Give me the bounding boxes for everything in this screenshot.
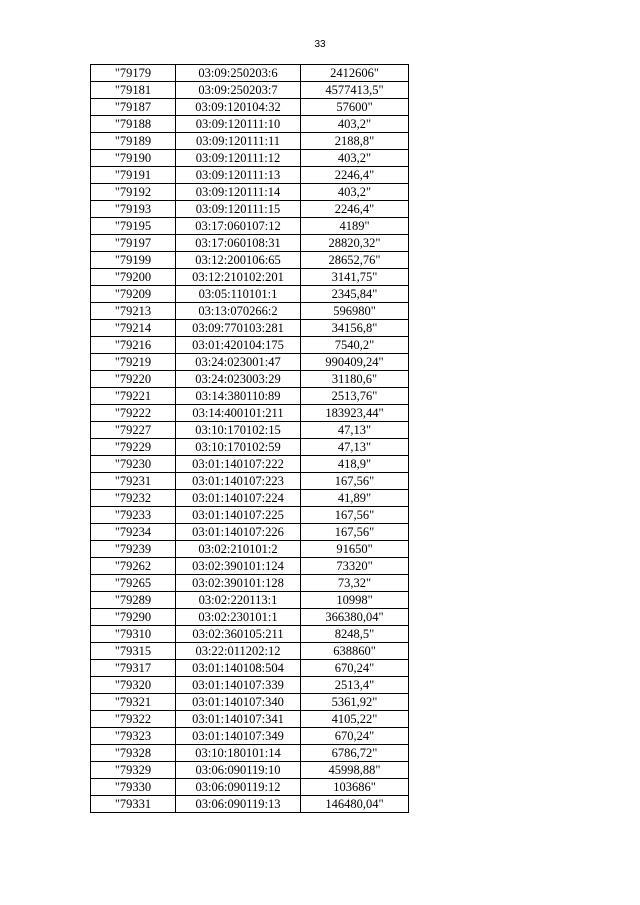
record-id-cell: "79213 [91, 303, 176, 320]
table-row [91, 609, 409, 626]
registry-table-body [91, 65, 409, 813]
table-row [91, 337, 409, 354]
value-cell: 47,13" [301, 422, 409, 439]
page-number: 33 [314, 39, 326, 50]
table-row [91, 439, 409, 456]
record-id-cell: "79229 [91, 439, 176, 456]
table-row [91, 116, 409, 133]
table-row [91, 371, 409, 388]
cadastral-number-cell: 03:02:220113:1 [176, 592, 301, 609]
record-id-cell: "79200 [91, 269, 176, 286]
value-cell: 34156,8" [301, 320, 409, 337]
table-row [91, 167, 409, 184]
record-id-cell: "79323 [91, 728, 176, 745]
cadastral-number-cell: 03:01:140108:504 [176, 660, 301, 677]
cadastral-number-cell: 03:10:170102:59 [176, 439, 301, 456]
record-id-cell: "79232 [91, 490, 176, 507]
cadastral-number-cell: 03:09:120111:12 [176, 150, 301, 167]
value-cell: 2188,8" [301, 133, 409, 150]
table-row [91, 65, 409, 82]
value-cell: 41,89" [301, 490, 409, 507]
record-id-cell: "79265 [91, 575, 176, 592]
value-cell: 47,13" [301, 439, 409, 456]
table-row [91, 320, 409, 337]
cadastral-number-cell: 03:01:140107:340 [176, 694, 301, 711]
table-row [91, 796, 409, 813]
record-id-cell: "79199 [91, 252, 176, 269]
table-row [91, 201, 409, 218]
cadastral-number-cell: 03:01:140107:224 [176, 490, 301, 507]
cadastral-number-cell: 03:22:011202:12 [176, 643, 301, 660]
table-row [91, 694, 409, 711]
record-id-cell: "79321 [91, 694, 176, 711]
cadastral-number-cell: 03:01:140107:225 [176, 507, 301, 524]
record-id-cell: "79315 [91, 643, 176, 660]
cadastral-number-cell: 03:06:090119:13 [176, 796, 301, 813]
value-cell: 2513,76" [301, 388, 409, 405]
cadastral-number-cell: 03:05:110101:1 [176, 286, 301, 303]
record-id-cell: "79234 [91, 524, 176, 541]
record-id-cell: "79290 [91, 609, 176, 626]
record-id-cell: "79214 [91, 320, 176, 337]
record-id-cell: "79330 [91, 779, 176, 796]
cadastral-number-cell: 03:09:250203:7 [176, 82, 301, 99]
value-cell: 366380,04" [301, 609, 409, 626]
cadastral-number-cell: 03:01:140107:339 [176, 677, 301, 694]
table-row [91, 592, 409, 609]
table-row [91, 677, 409, 694]
record-id-cell: "79331 [91, 796, 176, 813]
table-row [91, 643, 409, 660]
value-cell: 45998,88" [301, 762, 409, 779]
record-id-cell: "79320 [91, 677, 176, 694]
value-cell: 4105,22" [301, 711, 409, 728]
cadastral-number-cell: 03:09:120111:11 [176, 133, 301, 150]
record-id-cell: "79322 [91, 711, 176, 728]
table-row [91, 507, 409, 524]
value-cell: 3141,75" [301, 269, 409, 286]
record-id-cell: "79239 [91, 541, 176, 558]
value-cell: 167,56" [301, 473, 409, 490]
table-row [91, 405, 409, 422]
cadastral-number-cell: 03:01:140107:341 [176, 711, 301, 728]
table-row [91, 99, 409, 116]
cadastral-number-cell: 03:02:360105:211 [176, 626, 301, 643]
value-cell: 10998" [301, 592, 409, 609]
value-cell: 403,2" [301, 150, 409, 167]
table-row [91, 490, 409, 507]
value-cell: 4189" [301, 218, 409, 235]
record-id-cell: "79329 [91, 762, 176, 779]
record-id-cell: "79181 [91, 82, 176, 99]
value-cell: 167,56" [301, 507, 409, 524]
cadastral-number-cell: 03:09:770103:281 [176, 320, 301, 337]
record-id-cell: "79195 [91, 218, 176, 235]
cadastral-number-cell: 03:02:390101:128 [176, 575, 301, 592]
value-cell: 2513,4" [301, 677, 409, 694]
cadastral-number-cell: 03:10:180101:14 [176, 745, 301, 762]
table-row [91, 133, 409, 150]
record-id-cell: "79191 [91, 167, 176, 184]
cadastral-number-cell: 03:17:060107:12 [176, 218, 301, 235]
table-row [91, 660, 409, 677]
value-cell: 73320" [301, 558, 409, 575]
value-cell: 28652,76" [301, 252, 409, 269]
cadastral-number-cell: 03:17:060108:31 [176, 235, 301, 252]
record-id-cell: "79197 [91, 235, 176, 252]
value-cell: 2246,4" [301, 201, 409, 218]
record-id-cell: "79328 [91, 745, 176, 762]
record-id-cell: "79289 [91, 592, 176, 609]
value-cell: 2412606" [301, 65, 409, 82]
cadastral-number-cell: 03:01:140107:223 [176, 473, 301, 490]
table-row [91, 745, 409, 762]
registry-table [90, 64, 409, 813]
value-cell: 990409,24" [301, 354, 409, 371]
cadastral-number-cell: 03:09:120104:32 [176, 99, 301, 116]
table-row [91, 269, 409, 286]
cadastral-number-cell: 03:01:140107:226 [176, 524, 301, 541]
cadastral-number-cell: 03:01:140107:222 [176, 456, 301, 473]
cadastral-number-cell: 03:13:070266:2 [176, 303, 301, 320]
value-cell: 2345,84" [301, 286, 409, 303]
cadastral-number-cell: 03:09:120111:14 [176, 184, 301, 201]
cadastral-number-cell: 03:02:390101:124 [176, 558, 301, 575]
record-id-cell: "79189 [91, 133, 176, 150]
record-id-cell: "79219 [91, 354, 176, 371]
record-id-cell: "79262 [91, 558, 176, 575]
cadastral-number-cell: 03:10:170102:15 [176, 422, 301, 439]
cadastral-number-cell: 03:24:023003:29 [176, 371, 301, 388]
table-row [91, 575, 409, 592]
cadastral-number-cell: 03:14:380110:89 [176, 388, 301, 405]
table-row [91, 354, 409, 371]
table-row [91, 456, 409, 473]
record-id-cell: "79222 [91, 405, 176, 422]
cadastral-number-cell: 03:24:023001:47 [176, 354, 301, 371]
record-id-cell: "79187 [91, 99, 176, 116]
record-id-cell: "79310 [91, 626, 176, 643]
table-row [91, 82, 409, 99]
table-row [91, 235, 409, 252]
cadastral-number-cell: 03:06:090119:12 [176, 779, 301, 796]
value-cell: 146480,04" [301, 796, 409, 813]
record-id-cell: "79221 [91, 388, 176, 405]
cadastral-number-cell: 03:09:120111:15 [176, 201, 301, 218]
value-cell: 28820,32" [301, 235, 409, 252]
value-cell: 638860" [301, 643, 409, 660]
cadastral-number-cell: 03:01:140107:349 [176, 728, 301, 745]
value-cell: 5361,92" [301, 694, 409, 711]
table-row [91, 541, 409, 558]
record-id-cell: "79188 [91, 116, 176, 133]
cadastral-number-cell: 03:12:210102:201 [176, 269, 301, 286]
table-row [91, 218, 409, 235]
record-id-cell: "79227 [91, 422, 176, 439]
table-row [91, 422, 409, 439]
record-id-cell: "79230 [91, 456, 176, 473]
value-cell: 596980" [301, 303, 409, 320]
value-cell: 31180,6" [301, 371, 409, 388]
cadastral-number-cell: 03:14:400101:211 [176, 405, 301, 422]
record-id-cell: "79231 [91, 473, 176, 490]
cadastral-number-cell: 03:12:200106:65 [176, 252, 301, 269]
table-row [91, 286, 409, 303]
table-row [91, 711, 409, 728]
cadastral-number-cell: 03:06:090119:10 [176, 762, 301, 779]
record-id-cell: "79317 [91, 660, 176, 677]
cadastral-number-cell: 03:09:120111:13 [176, 167, 301, 184]
value-cell: 6786,72" [301, 745, 409, 762]
value-cell: 73,32" [301, 575, 409, 592]
value-cell: 670,24" [301, 728, 409, 745]
table-row [91, 728, 409, 745]
table-row [91, 779, 409, 796]
record-id-cell: "79233 [91, 507, 176, 524]
value-cell: 183923,44" [301, 405, 409, 422]
record-id-cell: "79179 [91, 65, 176, 82]
table-row [91, 558, 409, 575]
value-cell: 57600" [301, 99, 409, 116]
value-cell: 4577413,5" [301, 82, 409, 99]
table-row [91, 762, 409, 779]
record-id-cell: "79220 [91, 371, 176, 388]
value-cell: 91650" [301, 541, 409, 558]
value-cell: 670,24" [301, 660, 409, 677]
value-cell: 167,56" [301, 524, 409, 541]
cadastral-number-cell: 03:09:250203:6 [176, 65, 301, 82]
table-row [91, 524, 409, 541]
value-cell: 403,2" [301, 116, 409, 133]
table-row [91, 252, 409, 269]
value-cell: 103686" [301, 779, 409, 796]
record-id-cell: "79192 [91, 184, 176, 201]
cadastral-number-cell: 03:01:420104:175 [176, 337, 301, 354]
value-cell: 2246,4" [301, 167, 409, 184]
cadastral-number-cell: 03:02:210101:2 [176, 541, 301, 558]
record-id-cell: "79193 [91, 201, 176, 218]
table-row [91, 184, 409, 201]
table-row [91, 150, 409, 167]
table-row [91, 626, 409, 643]
cadastral-number-cell: 03:02:230101:1 [176, 609, 301, 626]
table-row [91, 473, 409, 490]
table-row [91, 388, 409, 405]
value-cell: 403,2" [301, 184, 409, 201]
value-cell: 7540,2" [301, 337, 409, 354]
record-id-cell: "79190 [91, 150, 176, 167]
record-id-cell: "79216 [91, 337, 176, 354]
value-cell: 8248,5" [301, 626, 409, 643]
record-id-cell: "79209 [91, 286, 176, 303]
cadastral-number-cell: 03:09:120111:10 [176, 116, 301, 133]
value-cell: 418,9" [301, 456, 409, 473]
table-row [91, 303, 409, 320]
